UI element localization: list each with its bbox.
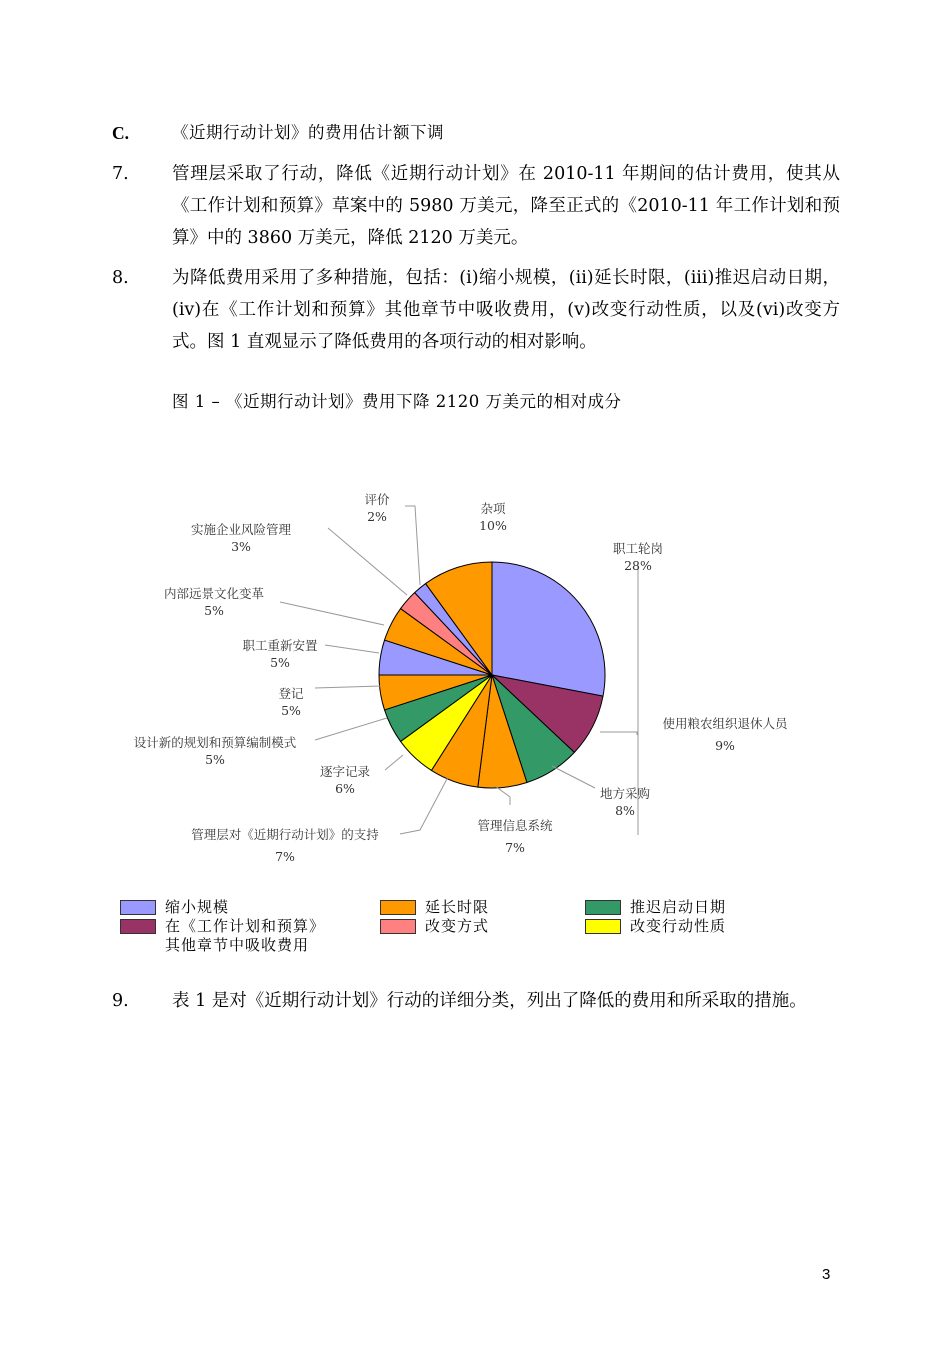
- leader-line: [315, 686, 381, 688]
- legend-swatch: [380, 919, 416, 934]
- paragraph-number: 9.: [112, 991, 129, 1011]
- slice-percent: 3%: [231, 539, 251, 554]
- leader-line: [495, 786, 510, 805]
- slice-percent: 6%: [335, 781, 355, 796]
- slice-label: 使用粮农组织退休人员: [662, 716, 788, 731]
- leader-line: [315, 718, 387, 740]
- slice-label: 职工重新安置: [242, 638, 318, 653]
- paragraph-number: 7.: [112, 164, 129, 184]
- slice-percent: 2%: [367, 509, 387, 524]
- slice-percent: 7%: [505, 840, 525, 855]
- leader-line: [280, 602, 384, 625]
- slice-label: 内部远景文化变革: [163, 586, 265, 601]
- leader-line: [328, 528, 407, 595]
- pie-chart: [100, 470, 840, 880]
- slice-label: 评价: [364, 492, 390, 507]
- paragraph-text: 为降低费用采用了多种措施，包括：(i)缩小规模，(ii)延长时限，(iii)推迟启动日期，(iv)在《工作计划和预算》其他章节中吸收费用，(v)改变行动性质，以及(vi)改变方式。图 1 直观显示了降低费用的各项行动的相对影响。: [172, 268, 840, 352]
- slice-percent: 7%: [275, 849, 295, 864]
- leader-line: [600, 732, 637, 735]
- slice-label: 杂项: [480, 501, 506, 516]
- section-title: 《近期行动计划》的费用估计额下调: [172, 123, 444, 142]
- legend-swatch: [120, 900, 156, 915]
- leader-line: [405, 506, 420, 585]
- slice-label: 职工轮岗: [612, 541, 664, 556]
- paragraph-text: 表 1 是对《近期行动计划》行动的详细分类，列出了降低的费用和所采取的措施。: [172, 991, 807, 1011]
- slice-percent: 5%: [281, 703, 301, 718]
- leader-line: [385, 755, 403, 770]
- leader-line: [552, 766, 595, 788]
- paragraph-text: 管理层采取了行动，降低《近期行动计划》在 2010-11 年期间的估计费用，使其从《工作计划和预算》草案中的 5980 万美元，降至正式的《2010-11 年工作计划和预算》中的 3860 万美元，降低 2120 万美元。: [172, 164, 840, 248]
- figure-caption: 图 1 – 《近期行动计划》费用下降 2120 万美元的相对成分: [172, 392, 622, 411]
- legend-swatch: [380, 900, 416, 915]
- slice-label: 管理信息系统: [477, 818, 553, 833]
- slice-label: 地方采购: [599, 786, 651, 801]
- slice-percent: 9%: [715, 738, 735, 753]
- slice-percent: 5%: [270, 655, 290, 670]
- slice-label: 管理层对《近期行动计划》的支持: [191, 827, 379, 842]
- legend-label: 改变方式: [425, 917, 490, 935]
- section-letter: C.: [112, 123, 130, 143]
- slice-label: 实施企业风险管理: [190, 522, 292, 537]
- slice-percent: 28%: [624, 558, 652, 573]
- legend-label: 缩小规模: [165, 898, 230, 916]
- leader-line: [325, 645, 379, 653]
- slice-label: 登记: [278, 686, 304, 701]
- slice-label: 设计新的规划和预算编制模式: [133, 735, 297, 750]
- legend-swatch: [120, 919, 156, 934]
- page-number: 3: [822, 1266, 831, 1283]
- legend-label: 改变行动性质: [630, 917, 727, 935]
- legend-swatch: [585, 919, 621, 934]
- slice-label: 逐字记录: [319, 764, 371, 779]
- slice-percent: 10%: [479, 518, 507, 533]
- legend-label-line2: 其他章节中吸收费用: [165, 936, 310, 954]
- legend-label: 推迟启动日期: [630, 898, 727, 916]
- slice-percent: 8%: [615, 803, 635, 818]
- slice-percent: 5%: [205, 752, 225, 767]
- legend-label: 在《工作计划和预算》: [165, 917, 326, 935]
- slice-percent: 5%: [204, 603, 224, 618]
- legend-swatch: [585, 900, 621, 915]
- pie-slice: [492, 562, 605, 696]
- legend-label: 延长时限: [425, 898, 490, 916]
- paragraph-number: 8.: [112, 268, 129, 288]
- leader-line: [400, 777, 448, 834]
